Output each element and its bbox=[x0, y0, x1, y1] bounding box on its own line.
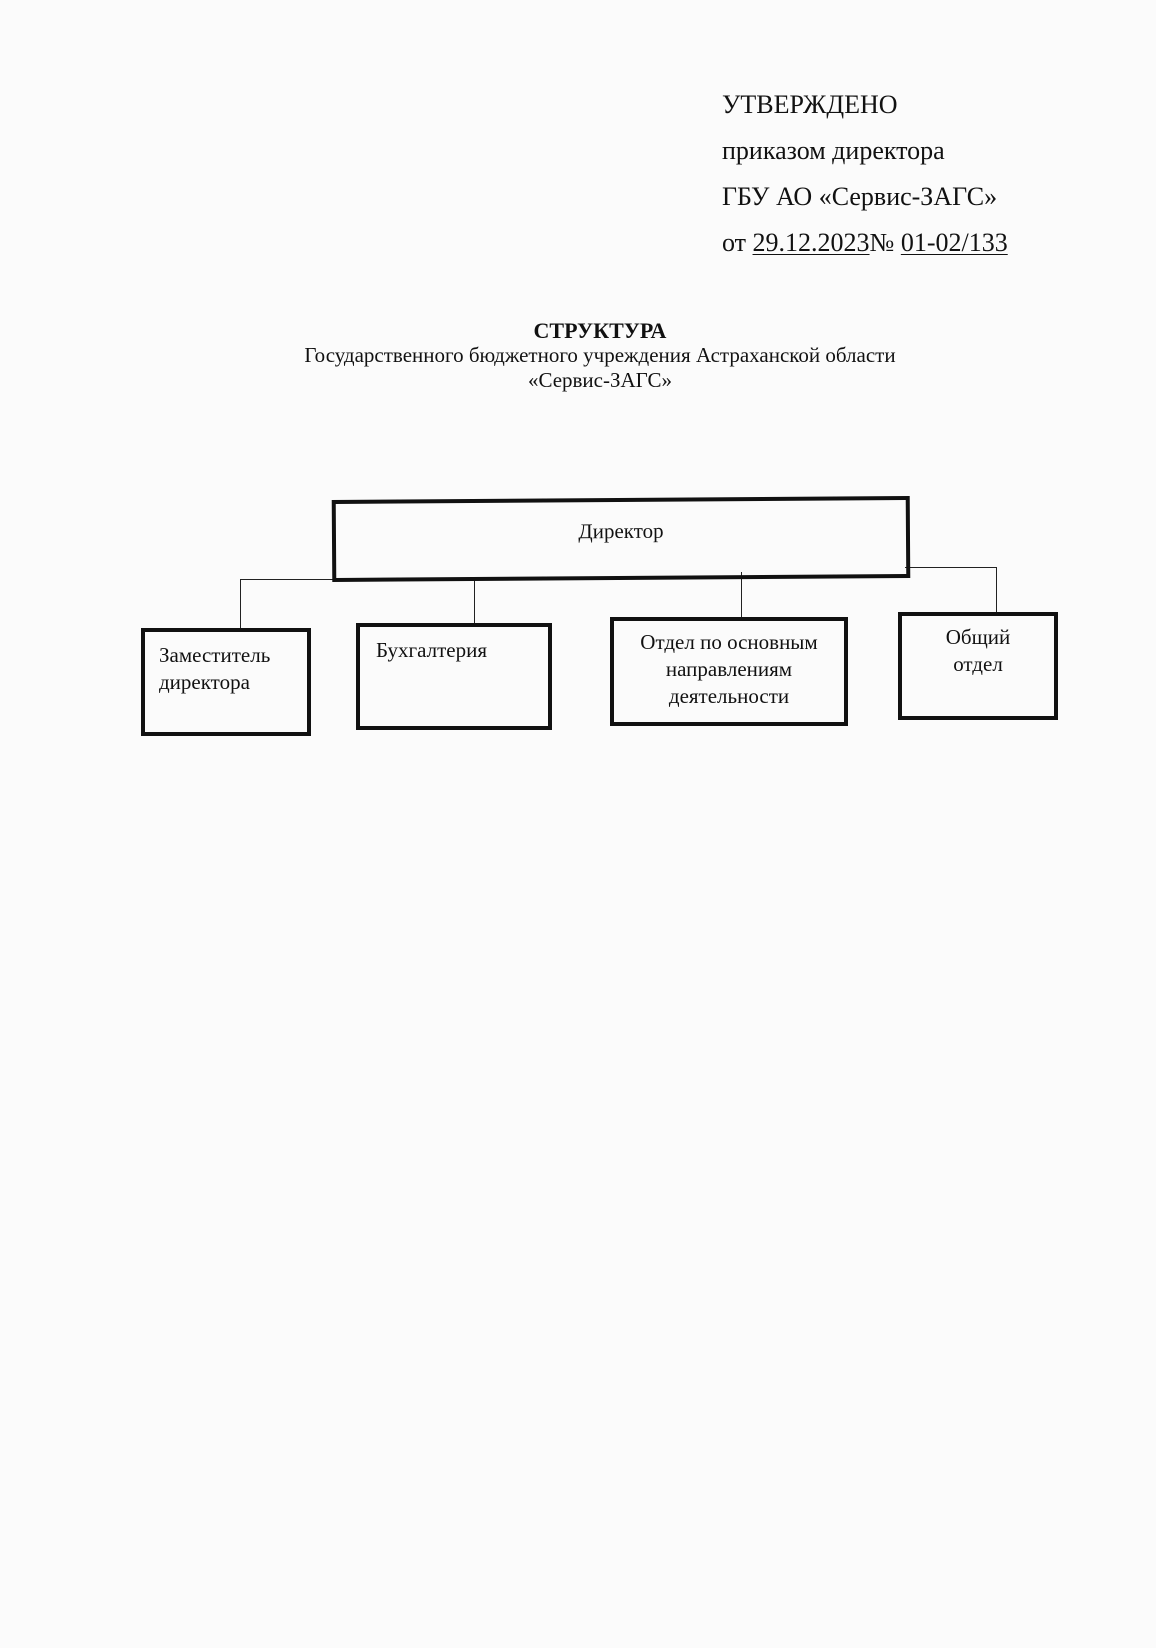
connector-line bbox=[240, 579, 241, 629]
connector-line bbox=[240, 579, 335, 580]
connector-line bbox=[474, 577, 475, 625]
org-node-label: отдел bbox=[953, 652, 1003, 676]
title-subtitle: Государственного бюджетного учреждения Астраханской области bbox=[304, 343, 896, 367]
approval-org-line: ГБУ АО «Сервис-ЗАГС» bbox=[722, 182, 998, 211]
approval-title: УТВЕРЖДЕНО bbox=[722, 90, 898, 119]
org-node-label: деятельности bbox=[668, 684, 790, 708]
order-number: 01-02/133 bbox=[900, 228, 1008, 257]
org-node-label: Общий bbox=[945, 625, 1011, 649]
title-heading: СТРУКТУРА bbox=[533, 318, 667, 343]
title-org: «Сервис-ЗАГС» bbox=[527, 368, 673, 392]
org-node-deputy-director bbox=[141, 628, 311, 736]
org-node-label: директора bbox=[159, 670, 250, 694]
org-node-general-department bbox=[898, 612, 1058, 720]
org-node-accounting bbox=[356, 623, 552, 730]
order-date: 29.12.2023 bbox=[752, 228, 870, 257]
number-sign: № bbox=[869, 228, 895, 257]
org-node-director bbox=[332, 496, 911, 582]
org-node-label: Отдел по основным bbox=[640, 630, 818, 654]
org-node-main-activities-department bbox=[610, 617, 848, 726]
date-prefix: от bbox=[722, 228, 747, 257]
connector-line bbox=[905, 567, 997, 568]
org-node-label: Заместитель bbox=[159, 643, 271, 667]
org-node-label: Директор bbox=[578, 518, 664, 544]
org-node-label: Бухгалтерия bbox=[376, 638, 488, 662]
approval-order-line: приказом директора bbox=[722, 136, 945, 165]
org-node-label: направлениям bbox=[665, 657, 793, 681]
connector-line bbox=[996, 567, 997, 614]
